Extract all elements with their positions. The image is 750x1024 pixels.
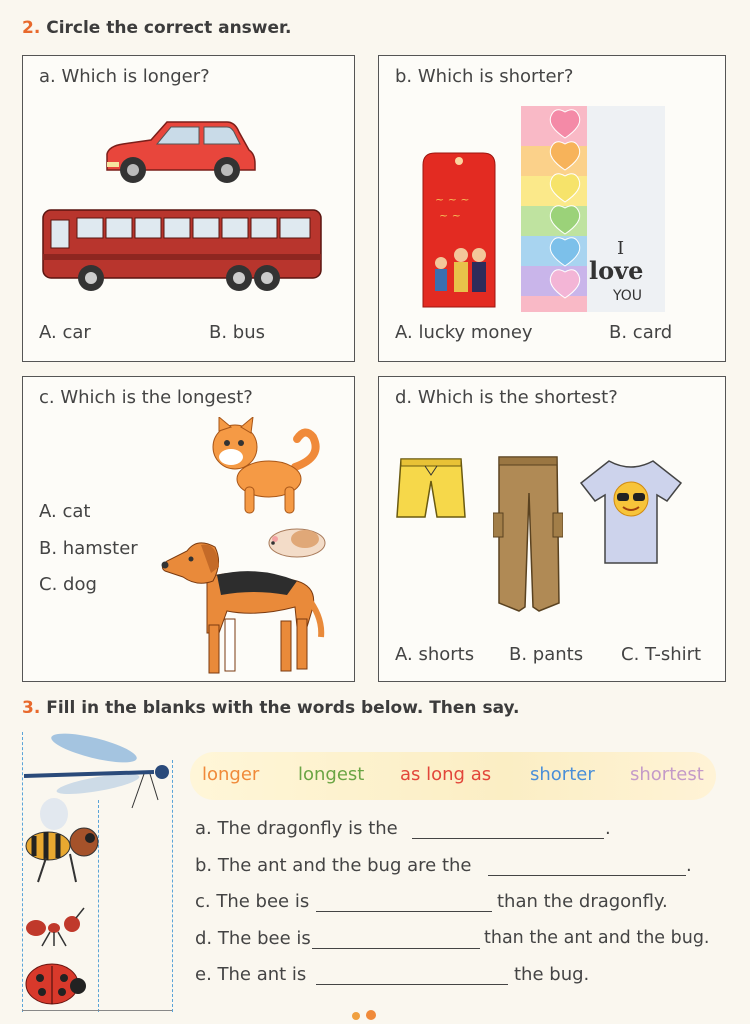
question-a-box <box>22 55 355 362</box>
shorts-image[interactable] <box>395 455 467 521</box>
sentence-c-before: c. The bee is <box>195 891 310 912</box>
option-b-card[interactable]: B. card <box>609 322 673 343</box>
t-shirt-image[interactable] <box>579 457 683 567</box>
word-bank <box>190 752 716 800</box>
question-b-box <box>378 55 726 362</box>
dog-image[interactable] <box>157 537 327 677</box>
sentence-d-before: d. The bee is <box>195 928 311 949</box>
pants-image[interactable] <box>493 453 563 615</box>
svg-text:~ ~: ~ ~ <box>439 209 461 222</box>
option-b-hamster[interactable]: B. hamster <box>39 538 138 559</box>
card-text-you: YOU <box>613 288 643 304</box>
option-a-cat[interactable]: A. cat <box>39 501 91 522</box>
bee-image[interactable] <box>24 798 104 884</box>
sentence-b-after: . <box>686 855 692 876</box>
exercise-title: Circle the correct answer. <box>46 18 292 38</box>
car-image[interactable] <box>103 118 258 184</box>
sentence-a-after: . <box>605 818 611 839</box>
exercise-number: 3. <box>22 698 41 718</box>
page-dot <box>352 1012 360 1020</box>
bus-image[interactable] <box>39 206 324 292</box>
word-as-long-as[interactable]: as long as <box>400 764 492 785</box>
card-text-love: love <box>589 256 644 285</box>
word-longest[interactable]: longest <box>298 764 365 785</box>
word-longer[interactable]: longer <box>202 764 260 785</box>
option-a-car[interactable]: A. car <box>39 322 91 343</box>
question-d-text: d. Which is the shortest? <box>395 387 618 408</box>
blank-b[interactable] <box>488 875 686 876</box>
card-text-i: I <box>617 238 625 259</box>
sentence-e-after: the bug. <box>514 964 590 985</box>
option-a-lucky-money[interactable]: A. lucky money <box>395 322 533 343</box>
exercise-3-heading <box>22 698 520 718</box>
sentence-b-before: b. The ant and the bug are the <box>195 855 472 876</box>
sentence-e-before: e. The ant is <box>195 964 307 985</box>
option-c-t-shirt[interactable]: C. T-shirt <box>621 644 702 665</box>
page-dot <box>366 1010 376 1020</box>
question-c-box <box>22 376 355 682</box>
ruler-baseline <box>22 1010 172 1011</box>
exercise-title: Fill in the blanks with the words below. Then say. <box>46 698 520 718</box>
blank-c[interactable] <box>316 911 492 912</box>
exercise-2-heading <box>22 18 291 38</box>
sentence-a-before: a. The dragonfly is the <box>195 818 398 839</box>
option-a-shorts[interactable]: A. shorts <box>395 644 475 665</box>
blank-a[interactable] <box>412 838 604 839</box>
svg-text:~ ~ ~: ~ ~ ~ <box>435 193 470 206</box>
question-b-text: b. Which is shorter? <box>395 66 574 87</box>
question-d-box <box>378 376 726 682</box>
word-shorter[interactable]: shorter <box>530 764 595 785</box>
sentence-d-after: than the ant and the bug. <box>484 928 710 948</box>
exercise-number: 2. <box>22 18 41 38</box>
question-a-text: a. Which is longer? <box>39 66 210 87</box>
ant-image[interactable] <box>24 906 88 948</box>
lucky-money-envelope-image[interactable] <box>421 151 497 311</box>
option-b-bus[interactable]: B. bus <box>209 322 266 343</box>
blank-e[interactable] <box>316 984 508 985</box>
sentence-c-after: than the dragonfly. <box>497 891 668 912</box>
option-c-dog[interactable]: C. dog <box>39 574 97 595</box>
ladybug-image[interactable] <box>24 958 88 1008</box>
option-b-pants[interactable]: B. pants <box>509 644 584 665</box>
blank-d[interactable] <box>312 948 480 949</box>
cat-image[interactable] <box>205 417 323 517</box>
word-shortest[interactable]: shortest <box>630 764 704 785</box>
ruler-line-left <box>22 732 23 1012</box>
question-c-text: c. Which is the longest? <box>39 387 253 408</box>
